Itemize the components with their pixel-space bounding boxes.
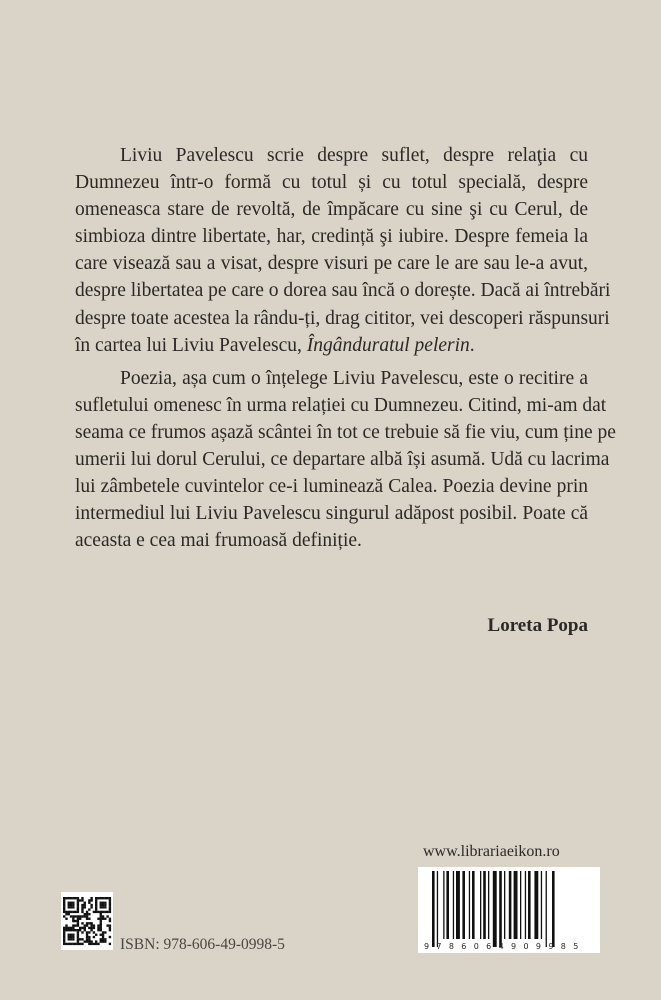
barcode-bar [432,871,435,947]
qr-module [84,906,86,908]
qr-module [68,897,70,899]
qr-module [93,927,95,929]
qr-module [77,911,79,913]
qr-module [93,931,95,933]
barcode-bar [546,871,547,947]
qr-module [65,918,67,920]
qr-module [81,922,83,924]
qr-module [95,940,97,942]
qr-module [90,897,92,899]
qr-module [97,918,99,920]
qr-module [88,943,90,945]
barcode-bar [541,871,542,939]
qr-module [70,906,72,908]
qr-module [109,902,111,904]
qr-module [77,934,79,936]
qr-module [70,927,72,929]
qr-module [72,897,74,899]
isbn: ISBN: 978-606-49-0998-5 [120,936,285,953]
text-segment: . [469,334,475,356]
qr-module [95,897,97,899]
qr-module [88,913,90,915]
qr-module [100,922,102,924]
qr-module [102,931,104,933]
qr-module [88,922,90,924]
qr-module [109,904,111,906]
paragraph-1 [75,142,611,359]
qr-module [88,936,90,938]
qr-module [86,938,88,940]
qr-module [100,940,102,942]
qr-module [97,943,99,945]
qr-module [90,924,92,926]
qr-module [109,911,111,913]
qr-module [86,931,88,933]
qr-module [63,897,65,899]
paragraph-2 [75,365,616,555]
qr-module [74,911,76,913]
qr-module [81,911,83,913]
qr-module [106,924,108,926]
qr-module [109,897,111,899]
qr-module [63,906,65,908]
barcode-bar [453,871,454,939]
qr-module [79,929,81,931]
qr-module [63,915,65,917]
qr-module [90,899,92,901]
qr-module [77,938,79,940]
qr-module [102,911,104,913]
qr-module [100,906,102,908]
qr-module [84,913,86,915]
barcode-bar [514,871,518,939]
qr-module [104,940,106,942]
qr-module [86,940,88,942]
barcode-bar [472,871,475,939]
qr-module [88,902,90,904]
qr-module [72,936,74,938]
qr-module [81,908,83,910]
barcode-bar [437,871,438,947]
qr-module [106,915,108,917]
qr-module [77,897,79,899]
qr-module [65,924,67,926]
qr-module [86,913,88,915]
qr-module [77,918,79,920]
qr-module [109,943,111,945]
qr-module [77,904,79,906]
qr-module [106,911,108,913]
qr-module [70,911,72,913]
qr-module [100,920,102,922]
qr-module [63,927,65,929]
qr-module [70,904,72,906]
qr-module [77,920,79,922]
qr-module [70,938,72,940]
qr-module [93,911,95,913]
qr-module [104,906,106,908]
qr-module [63,943,65,945]
qr-module [81,915,83,917]
qr-module [70,915,72,917]
qr-module [86,924,88,926]
qr-module [68,902,70,904]
qr-module [65,927,67,929]
qr-module [109,920,111,922]
qr-module [65,897,67,899]
text-line: omeneasca stare de revoltă, de împăcare cu sine şi cu Cerul, de [75,199,588,221]
qr-module [102,938,104,940]
qr-module [90,929,92,931]
qr-module [70,897,72,899]
qr-module [100,938,102,940]
book-title: Îngânduratul pelerin [306,334,470,356]
qr-module [102,918,104,920]
qr-module [68,927,70,929]
qr-module [65,929,67,931]
qr-module [77,922,79,924]
barcode-bar [525,871,526,939]
qr-module [90,904,92,906]
barcode-bar [504,871,505,939]
qr-module [109,936,111,938]
text-line: Dumnezeu într-o formă cu totul și cu totul specială, despre [75,172,588,194]
qr-module [77,902,79,904]
qr-module [95,904,97,906]
qr-module [79,918,81,920]
qr-module [81,904,83,906]
qr-module [104,911,106,913]
qr-module [100,929,102,931]
text-line: Liviu Pavelescu scrie despre suflet, despre relaţia cu [120,145,588,166]
qr-module [63,931,65,933]
qr-module [86,911,88,913]
qr-module [88,927,90,929]
qr-module [72,943,74,945]
qr-module [79,915,81,917]
qr-module [84,940,86,942]
qr-module [74,920,76,922]
barcode-bar [456,871,460,939]
qr-module [68,904,70,906]
qr-module [100,934,102,936]
qr-module [102,934,104,936]
qr-module [81,931,83,933]
qr-module [77,936,79,938]
barcode-bar [488,871,489,939]
qr-module [90,927,92,929]
qr-module [88,940,90,942]
qr-module [72,929,74,931]
qr-module [79,938,81,940]
qr-module [90,922,92,924]
text-line: simbioza dintre libertate, har, credință şi iubire. Despre femeia la [75,226,588,248]
qr-module [81,938,83,940]
qr-module [63,929,65,931]
qr-module [104,897,106,899]
qr-module [70,936,72,938]
barcode-bar [534,871,538,939]
qr-module [102,906,104,908]
qr-module [77,931,79,933]
qr-module [63,934,65,936]
barcode-bar [446,871,449,939]
qr-module [72,906,74,908]
qr-module [95,911,97,913]
qr-module [63,911,65,913]
qr-module [100,897,102,899]
qr-module [70,902,72,904]
qr-module [90,943,92,945]
barcode-bar [509,871,512,939]
qr-module [100,911,102,913]
barcode-digits: 9 7 8 6 0 6 4 9 0 9 9 8 5 [424,942,581,951]
qr-module [93,943,95,945]
barcode-bar [493,871,497,947]
qr-module [88,938,90,940]
qr-module [68,929,70,931]
qr-module [72,904,74,906]
qr-module [95,899,97,901]
qr-module [68,938,70,940]
qr-module [102,897,104,899]
qr-module [63,899,65,901]
text-line: intermediul lui Liviu Pavelescu singurul adăpost posibil. Poate că [75,503,588,525]
qr-module [100,904,102,906]
qr-module [84,924,86,926]
qr-module [88,931,90,933]
qr-module [86,922,88,924]
qr-module [79,899,81,901]
qr-module [72,927,74,929]
qr-module [86,936,88,938]
barcode-bar [552,871,555,947]
qr-module [84,904,86,906]
qr-module [72,934,74,936]
qr-module [100,924,102,926]
qr-module [81,897,83,899]
qr-module [102,940,104,942]
text-line: despre toate acestea la rându-ți, drag cititor, vei descoperi răspunsuri [75,307,610,329]
barcode-bars [418,867,600,953]
qr-module [88,918,90,920]
qr-module [68,911,70,913]
qr-module [70,929,72,931]
text-line: aceasta e cea mai frumoasă definiție. [75,530,362,552]
qr-module [102,902,104,904]
qr-module [109,924,111,926]
barcode-bar [499,871,502,947]
qr-module [90,906,92,908]
qr-module [104,931,106,933]
qr-module [74,943,76,945]
qr-module [100,918,102,920]
qr-module [95,906,97,908]
qr-module [72,911,74,913]
qr-module [77,929,79,931]
barcode-bar [483,871,486,939]
qr-module [77,943,79,945]
qr-module [77,924,79,926]
qr-module [84,902,86,904]
qr-module [95,908,97,910]
qr-module [68,943,70,945]
qr-module [74,924,76,926]
qr-module [72,915,74,917]
qr-module [86,934,88,936]
qr-module [109,899,111,901]
qr-module [95,943,97,945]
qr-module [81,927,83,929]
qr-module [102,915,104,917]
qr-module [90,940,92,942]
qr-module [102,936,104,938]
qr-module [109,929,111,931]
qr-module [104,902,106,904]
publisher-url: www.librariaeikon.ro [423,843,560,860]
qr-module [100,913,102,915]
text-line [75,332,588,359]
qr-module [68,934,70,936]
qr-module [81,899,83,901]
qr-module [84,915,86,917]
qr-module [109,927,111,929]
qr-module [109,906,111,908]
qr-module [68,906,70,908]
qr-module [100,915,102,917]
text-line: lui zâmbetele cuvintelor ce-i luminează Calea. Poezia devine prin [75,476,588,498]
qr-module [97,897,99,899]
qr-module [86,918,88,920]
qr-module [65,913,67,915]
back-cover-text [75,142,616,554]
text-line: umerii lui dorul Cerului, ce departare albă își asumă. Udă cu lacrima [75,449,610,471]
qr-module [77,908,79,910]
qr-module [77,906,79,908]
qr-module [100,927,102,929]
qr-module [68,913,70,915]
qr-module [97,924,99,926]
qr-module [97,911,99,913]
barcode-bar [480,871,481,939]
qr-module [68,936,70,938]
qr-module [74,929,76,931]
text-line: care visează sau a visat, despre visuri pe care le are sau le-a avut, [75,253,588,275]
barcode [418,867,600,953]
qr-module [95,934,97,936]
qr-module [104,938,106,940]
qr-module [70,943,72,945]
qr-module [65,943,67,945]
qr-module [106,897,108,899]
qr-module [104,918,106,920]
qr-module [77,940,79,942]
qr-module [65,911,67,913]
qr-module [72,918,74,920]
barcode-bar [443,871,444,939]
text-line: sufletului omenesc în urma relației cu Dumnezeu. Citind, mi-am dat [75,394,607,416]
qr-module [93,936,95,938]
qr-module [63,940,65,942]
qr-module [81,906,83,908]
barcode-bar [462,871,465,939]
qr-module [77,915,79,917]
qr-module [63,904,65,906]
qr-module [81,943,83,945]
qr-code [61,892,113,950]
qr-module [88,899,90,901]
qr-module [72,938,74,940]
qr-module [102,904,104,906]
qr-module [100,902,102,904]
qr-module [72,902,74,904]
qr-module [93,924,95,926]
qr-module [97,927,99,929]
qr-module [72,920,74,922]
qr-module [86,915,88,917]
qr-module [79,927,81,929]
qr-module [63,938,65,940]
qr-module [95,902,97,904]
text-line: seama ce frumos așază scântei în tot ce trebuie să fie viu, cum ține pe [75,421,616,443]
barcode-bar [469,871,470,939]
barcode-bar [528,871,531,939]
qr-module [63,936,65,938]
qr-module [74,915,76,917]
qr-module [84,929,86,931]
qr-module [109,918,111,920]
qr-module [72,924,74,926]
qr-module [104,904,106,906]
qr-module [77,899,79,901]
qr-module [84,927,86,929]
text-segment: în cartea lui Liviu Pavelescu, [75,334,307,356]
text-line: Poezia, așa cum o înțelege Liviu Pavelescu, este o recitire a [120,367,588,389]
author-name: Loreta Popa [487,615,588,636]
qr-module [79,943,81,945]
text-line: despre libertatea pe care o dorea sau încă o dorește. Dacă ai întrebări [75,280,611,302]
qr-module [88,908,90,910]
qr-module [74,897,76,899]
barcode-bar [520,871,521,939]
qr-module [70,934,72,936]
qr-module [97,929,99,931]
qr-module [63,908,65,910]
qr-module [109,908,111,910]
qr-module [63,902,65,904]
qr-code-pattern [61,892,113,950]
